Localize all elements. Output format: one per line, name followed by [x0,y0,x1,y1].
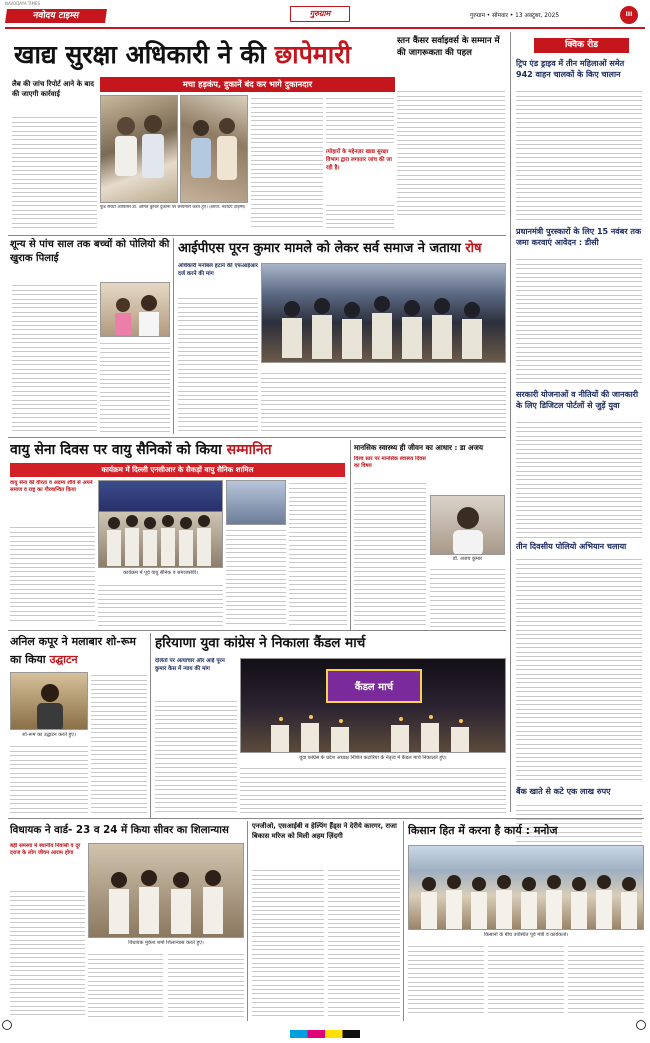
polio-body-1 [12,282,97,432]
sidebar-story-2-body [516,256,642,386]
health-headline: मानसिक स्वास्थ्य ही जीवन का आधार : डा अजय [354,443,484,452]
group-photo-icon [99,481,223,568]
people-icon [181,96,248,203]
lead-headline-part2: छापेमारी [274,40,351,69]
anil-body-1 [10,743,88,815]
rule-2 [8,437,506,438]
mla-body-1 [10,888,85,1018]
lead-body-col2 [326,95,394,145]
ips-body-2 [261,370,506,435]
sidebar-story-1-body [516,88,642,223]
mla-kicker: बड़ी समस्या में स्थानीय निवासी व दूर दराज के लोग जीवन आराम होगा [10,843,81,857]
lead-photo-2 [180,95,248,203]
rule-3 [8,630,506,631]
candle-crowd-icon [241,659,506,753]
date-line: गुरुग्राम • सोमवार • 13 अक्टूबर, 2025 [470,13,560,19]
sidebar-story-4-headline: तीन दिवसीय पोलियो अभियान चलाया [516,542,627,551]
polio-headline: शून्य से पांच साल तक बच्चों को पोलियो की खुराक पिलाई [10,239,170,264]
mla-photo [88,843,244,938]
masthead-corner: NAVODAYA TIMES [5,1,41,6]
airforce-caption: कार्यक्रम में पूर्व वायु सैनिक व समाजसेवी। [123,570,198,576]
sidebar-story-3-headline: सरकारी योजनाओं व नीतियों की जानकारी के लिए डिजिटल पोर्टलों से जुड़ें युवा [516,390,639,410]
airforce-body-4 [289,480,347,627]
lead-subhead: मचा हड़कंप, दुकानें बंद कर भागे दुकानदार [100,77,395,92]
ips-headline [178,239,508,261]
newspaper-logo: नवोदय टाइम्स [5,9,107,23]
masthead [0,0,650,30]
ngo-headline: एनजीओ, एसआईबी व हेल्पिंग हैंड्स ने देरीये कारगर, राजा बिकास मरिज को मिली अहम ज़िंदगी [252,822,397,840]
celebrity-icon [11,673,88,730]
sidebar-divider [510,32,511,812]
rule-4 [8,818,644,819]
anil-headline-part1: अनिल कपूर ने मलाबार शो-रूम का किया [10,635,136,666]
airforce-kicker: वायु सेना की वीरता व अदम्य शौर्य से अपने समाज व राष्ट्र का गौरवान्वित किया [10,480,93,494]
people-icon [101,96,178,203]
ceremony-icon [89,844,244,938]
polio-photo [100,282,170,337]
health-kicker: विश्व स्तर पर मानसिक स्वास्थ्य दिवस का विषय [354,456,426,470]
registration-mark-left [2,1020,12,1030]
quick-read-tag: क्विक रीड [534,38,629,53]
candle-caption: युवा कांग्रेस के प्रदेश अध्यक्ष निशित कटारिया के नेतृत्व में कैंडल मार्च निकालते हुए। [299,755,447,761]
airforce-body-1 [10,524,95,624]
airforce-headline [10,440,350,462]
farmers-group-icon [409,846,644,930]
crowd-icon [262,264,506,363]
ips-body-1 [178,295,258,435]
sidebar-story-4-body [516,556,642,781]
candle-body-2 [240,765,506,815]
mla-divider [247,821,248,1021]
mla-caption: विधायक मुकेश शर्मा शिलान्यास करते हुए। [128,940,204,946]
polio-divider [173,238,174,434]
farmer-headline: किसान हित में करना है कार्य : मनोज [408,824,558,837]
lead-side-headline: लैब की जांच रिपोर्ट आने के बाद की जाएगी कार्रवाई [12,80,94,98]
sidebar-story-2-headline: प्रधानमंत्री पुरस्कारों के लिए 15 नवंबर तक जमा करवाएं आवेदन : डीसी [516,227,642,247]
anil-headline [10,633,145,671]
farmer-caption: किसानों के बीच उपस्थित पूर्व मंत्री व कार्यकर्ता। [483,932,569,938]
ips-photo [261,263,506,363]
health-body-2 [430,566,505,628]
rule-1 [8,235,506,236]
airforce-body-3 [226,527,286,627]
ips-kicker: अधिकारी मनोबल हटाने की एफआईआर दर्ज करने की मांग [178,263,258,277]
anil-headline-part2: उद्घाटन [49,653,78,666]
anil-photo [10,672,88,730]
airforce-body-2 [98,582,223,627]
section-label: गुरुग्राम [290,6,350,22]
airforce-divider [350,440,351,630]
lead-body-col3 [326,202,394,232]
anil-caption: शो-रूम का उद्घाटन करते हुए। [22,732,76,738]
candle-photo [240,658,506,753]
candle-body-1 [155,698,237,816]
mla-headline: विधायक ने वार्ड- 23 व 24 में किया सीवर का शिलान्यास [10,824,229,836]
candle-banner: कैंडल मार्च [326,669,422,703]
farmer-body-2 [488,943,564,1018]
registration-mark-right [636,1020,646,1030]
lead-body-col1 [251,95,323,230]
sidebar-story-3-body [516,419,642,539]
child-icon [101,283,170,337]
lead-side-body [12,114,97,229]
health-photo [430,495,505,555]
cancer-body-2 [397,142,505,242]
ngo-body-1 [252,867,324,1017]
candle-headline: हरियाणा युवा कांग्रेस ने निकाला कैंडल मार्च [155,635,366,651]
anil-divider [150,633,151,818]
lead-headline [14,38,394,76]
mla-body-2 [88,951,163,1018]
ngo-body-2 [328,867,400,1017]
sidebar-story-5-headline: बैंक खाते से कटे एक लाख रुपए [516,787,611,796]
ips-headline-part2: रोष [465,241,482,256]
candle-kicker: दलितों पर अत्याचार और आई पूरन कुमार केस में न्याय की मांग [155,658,225,672]
airforce-photo-2 [226,480,286,525]
ips-headline-part1: आईपीएस पूरन कुमार मामले को लेकर सर्व समाज ने जताया [178,241,461,256]
farmer-body-1 [408,943,484,1018]
lead-photo-1 [100,95,178,203]
farmer-photo [408,845,644,930]
lead-quote: त्योहारों के मद्देनज़र खाद्य सुरक्षा विभाग द्वारा लगातार जांच की जा रही है। [326,149,392,171]
anil-body-2 [91,672,147,815]
masthead-rule [5,27,645,29]
lead-headline-part1: खाद्य सुरक्षा अधिकारी ने की [14,40,266,69]
farmer-body-3 [568,943,644,1018]
airforce-headline-part2: सम्मानित [226,442,272,458]
mla-body-3 [168,951,244,1018]
sidebar-story-1-headline: ट्रिप एंड ड्राइव में तीन महिलाओं समेत 942 वाहन चालकों के किए चालान [516,59,625,79]
airforce-photo [98,480,223,568]
page-number: III [620,6,638,24]
airforce-banner: कार्यक्रम में दिल्ली एनसीआर के सैकड़ों वायु सैनिक शामिल [10,463,345,477]
ngo-divider [403,821,404,1021]
health-caption: डॉ. अजय कुमार [452,556,483,562]
cancer-headline: स्तन कैंसर सर्वाइवर्स के सम्मान में की जागरूकता की पहल [397,36,500,58]
polio-body-2 [100,340,170,432]
health-body-1 [354,480,426,628]
doctor-icon [431,496,505,555]
color-bar [290,1030,360,1038]
airforce-headline-part1: वायु सेना दिवस पर वायु सैनिकों को किया [10,442,222,458]
lead-caption: फूड सेफ्टी ऑफिसर डॉ. अमित कुमार दुकानों पर छापेमारी करते हुए। (छाया: नवोदय टाइम्स) [100,205,246,210]
